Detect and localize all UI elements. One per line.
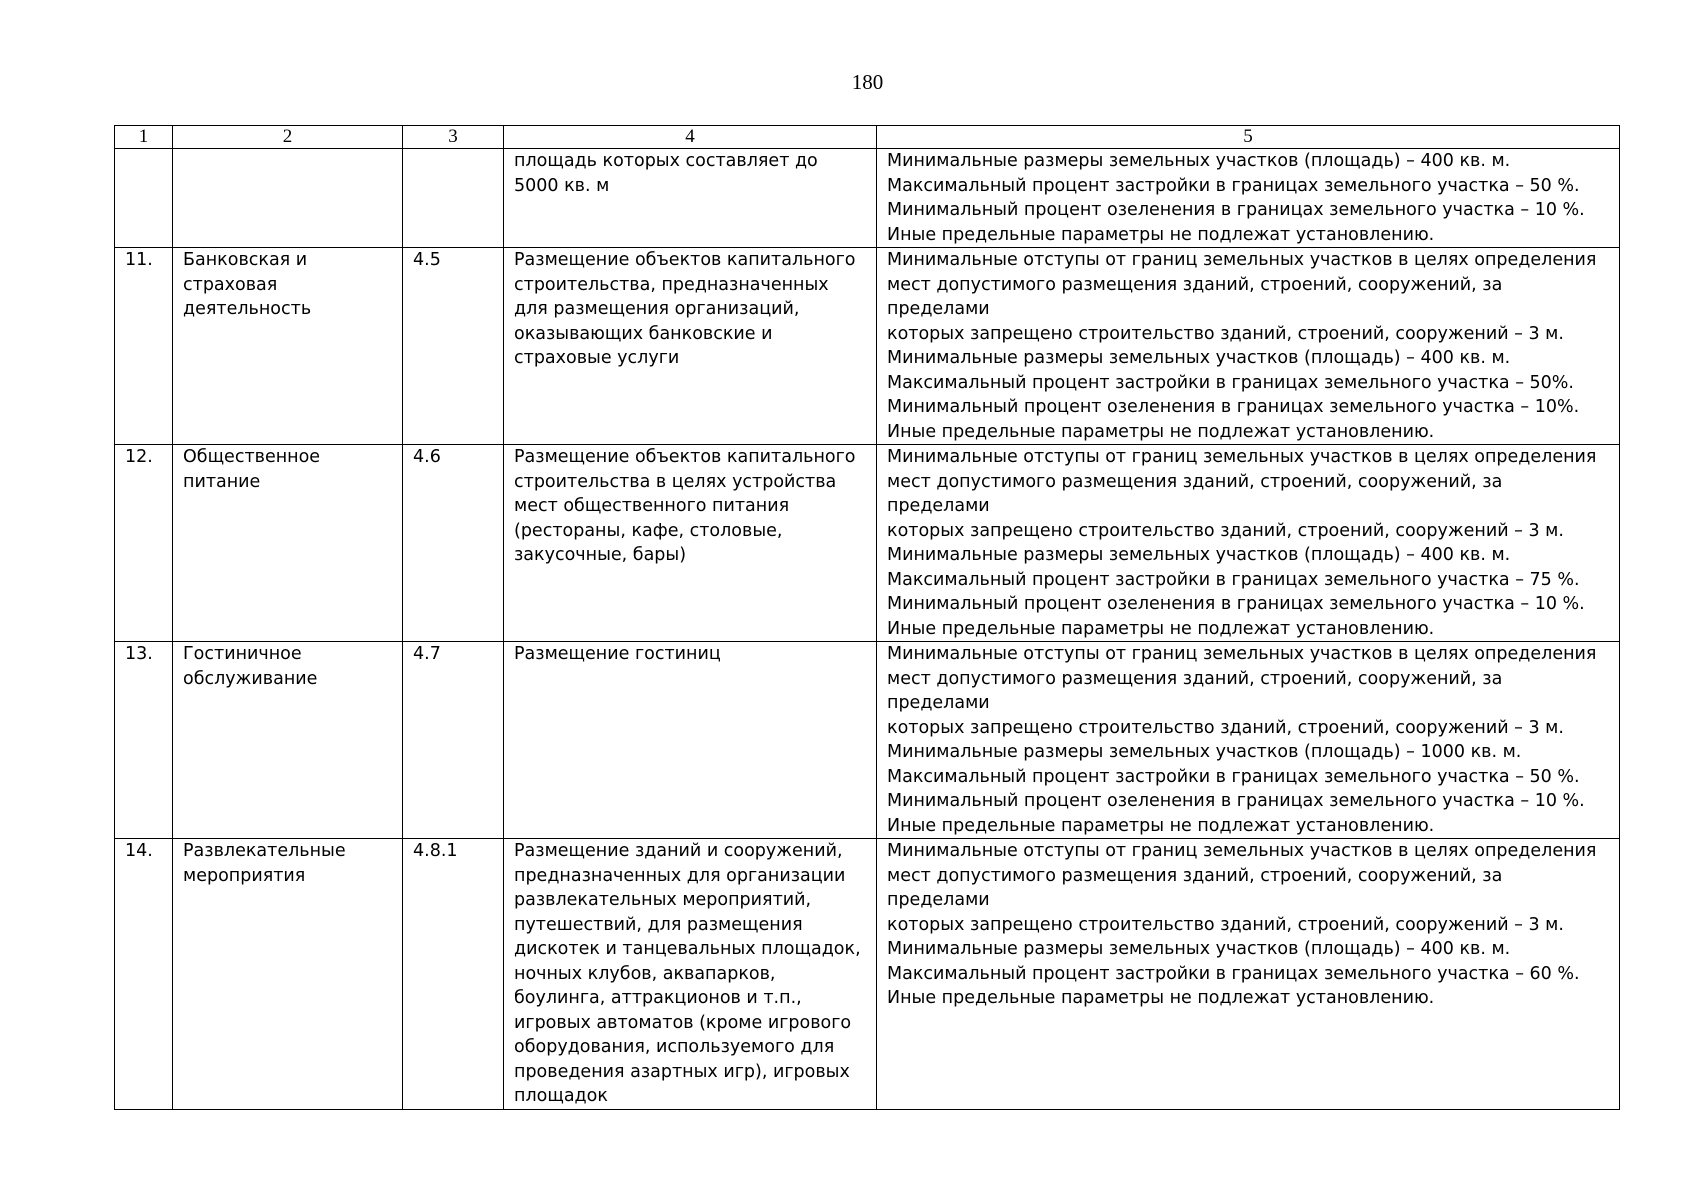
use-description: Размещение объектов капитального строительства, предназначенных для размещения организаций, оказывающих банковские и страховые услуги xyxy=(504,248,877,445)
table-header-row xyxy=(115,126,1620,149)
use-parameters: Минимальные отступы от границ земельных участков в целях определения мест допустимого размещения зданий, строений, сооружений, за пределами которых запрещено строительство зданий, строений, сооружений – 3 м. Минимальные размеры земельных участков (площадь) – 400 кв. м. Максимальный процент застройки в границах земельного участка – 50%. Минимальный процент озеленения в границах земельного участка – 10%. Иные предельные параметры не подлежат установлению. xyxy=(877,248,1620,445)
table-row xyxy=(115,839,1620,1110)
page-number: 180 xyxy=(851,70,884,94)
use-name xyxy=(173,149,403,248)
use-code: 4.7 xyxy=(403,642,504,839)
table-row xyxy=(115,445,1620,642)
row-number: 14. xyxy=(115,839,173,1110)
row-number: 12. xyxy=(115,445,173,642)
use-name: Общественное питание xyxy=(173,445,403,642)
table-row xyxy=(115,642,1620,839)
use-description: Размещение гостиниц xyxy=(504,642,877,839)
use-name: Банковская и страховая деятельность xyxy=(173,248,403,445)
use-code: 4.8.1 xyxy=(403,839,504,1110)
row-number: 13. xyxy=(115,642,173,839)
use-code: 4.6 xyxy=(403,445,504,642)
use-description: площадь которых составляет до 5000 кв. м xyxy=(504,149,877,248)
row-number xyxy=(115,149,173,248)
header-col-1: 1 xyxy=(115,126,173,149)
land-use-table xyxy=(114,125,1620,1110)
use-parameters: Минимальные отступы от границ земельных участков в целях определения мест допустимого размещения зданий, строений, сооружений, за пределами которых запрещено строительство зданий, строений, сооружений – 3 м. Минимальные размеры земельных участков (площадь) – 1000 кв. м. Максимальный процент застройки в границах земельного участка – 50 %. Минимальный процент озеленения в границах земельного участка – 10 %. Иные предельные параметры не подлежат установлению. xyxy=(877,642,1620,839)
use-name: Гостиничное обслуживание xyxy=(173,642,403,839)
use-description: Размещение зданий и сооружений, предназначенных для организации развлекательных мероприятий, путешествий, для размещения дискотек и танцевальных площадок, ночных клубов, аквапарков, боулинга, аттракционов и т.п., игровых автоматов (кроме игрового оборудования, используемого для проведения азартных игр), игровых площадок xyxy=(504,839,877,1110)
use-parameters: Минимальные отступы от границ земельных участков в целях определения мест допустимого размещения зданий, строений, сооружений, за пределами которых запрещено строительство зданий, строений, сооружений – 3 м. Минимальные размеры земельных участков (площадь) – 400 кв. м. Максимальный процент застройки в границах земельного участка – 75 %. Минимальный процент озеленения в границах земельного участка – 10 %. Иные предельные параметры не подлежат установлению. xyxy=(877,445,1620,642)
row-number: 11. xyxy=(115,248,173,445)
header-col-5: 5 xyxy=(877,126,1620,149)
use-parameters: Минимальные отступы от границ земельных участков в целях определения мест допустимого размещения зданий, строений, сооружений, за пределами которых запрещено строительство зданий, строений, сооружений – 3 м. Минимальные размеры земельных участков (площадь) – 400 кв. м. Максимальный процент застройки в границах земельного участка – 60 %. Иные предельные параметры не подлежат установлению. xyxy=(877,839,1620,1110)
table-row xyxy=(115,149,1620,248)
use-description: Размещение объектов капитального строительства в целях устройства мест общественного питания (рестораны, кафе, столовые, закусочные, бары) xyxy=(504,445,877,642)
header-col-4: 4 xyxy=(504,126,877,149)
use-name: Развлекательные мероприятия xyxy=(173,839,403,1110)
use-parameters: Минимальные размеры земельных участков (площадь) – 400 кв. м. Максимальный процент застройки в границах земельного участка – 50 %. Минимальный процент озеленения в границах земельного участка – 10 %. Иные предельные параметры не подлежат установлению. xyxy=(877,149,1620,248)
use-code: 4.5 xyxy=(403,248,504,445)
use-code xyxy=(403,149,504,248)
header-col-3: 3 xyxy=(403,126,504,149)
table-row xyxy=(115,248,1620,445)
header-col-2: 2 xyxy=(173,126,403,149)
